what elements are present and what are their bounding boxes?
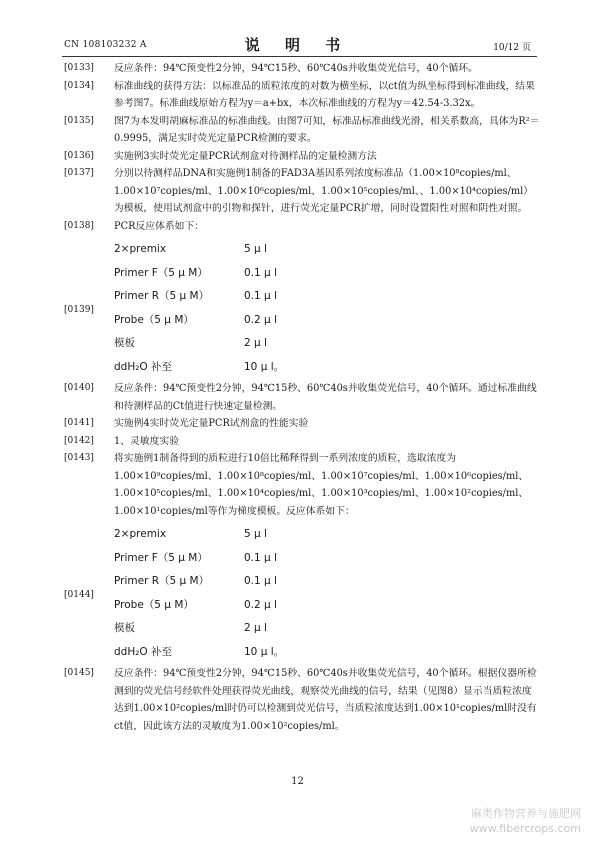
reagent-name: 2×premix [114, 528, 167, 540]
reaction-row [64, 237, 540, 261]
reagent-amount: 5 μ l [244, 528, 267, 540]
reagent-name: ddH₂O 补至 [114, 645, 173, 658]
watermark-name: 麻类作物营养与施肥网 [471, 807, 581, 820]
page-counter: 10/12 页 [493, 43, 531, 53]
paragraph-text: 图7为本发明胡麻标准品的标准曲线。由图7可知，标准品标准曲线光滑，相关系数高，具体为R²＝0.9995，满足实时荧光定量PCR检测的要求。 [114, 115, 540, 144]
paragraph-number: [0137] [64, 168, 94, 178]
reagent-name: 模板 [114, 622, 135, 634]
patent-number: CN 108103232 A [64, 40, 147, 50]
reagent-amount: 0.1 μ l [244, 575, 277, 587]
paragraph-number: [0143] [64, 453, 94, 463]
paragraph-number: [0139] [64, 304, 94, 315]
reaction-row [64, 308, 540, 332]
paragraph [64, 450, 540, 520]
document-body [64, 60, 540, 735]
paragraph [64, 415, 540, 433]
reagent-name: Primer F（5 μ M） [114, 266, 208, 279]
reaction-table [64, 522, 540, 663]
reaction-table [64, 237, 540, 378]
reaction-row [64, 640, 540, 664]
reagent-amount: 0.2 μ l [244, 598, 277, 611]
paragraph-number: [0142] [64, 435, 94, 446]
reaction-row [64, 261, 540, 285]
paragraph-number: [0140] [64, 383, 94, 393]
reagent-amount: 0.1 μ l [244, 551, 277, 564]
reagent-amount: 0.2 μ l [244, 313, 277, 326]
paragraph-number: [0138] [64, 220, 94, 231]
paragraph [64, 60, 540, 78]
paragraph-text: 反应条件：94℃预变性2分钟，94℃15秒、60℃40s并收集荧光信号，40个循环。 [114, 63, 478, 74]
paragraph-text: 标准曲线的获得方法：以标准品的质粒浓度的对数为横坐标，以ct值为纵坐标得到标准曲线，结果参考图7。标准曲线原始方程为y＝a+bx，本次标准曲线的方程为y＝42.54-3.32x。 [114, 80, 535, 109]
paragraph [64, 113, 540, 148]
reagent-name: Probe（5 μ M） [114, 598, 194, 611]
paragraph-text: 分别以待测样品DNA和实施例1制备的FAD3A基因系列浓度标准品（1.00×10⁸copies/ml、1.00×10⁷copies/ml、1.00×10⁶copies/ml、1.00×10⁵copies/ml、、1.00×10⁴copies/ml）为模板，使用试剂盒中的引物和探针，进行荧光定量PCR扩增，同时设置阳性对照和阴性对照。 [114, 168, 534, 214]
paragraph-text: 反应条件：94℃预变性2分钟，94℃15秒、60℃40s并收集荧光信号，40个循环。根据仪器所检测到的荧光信号经软件处理获得荧光曲线，观察荧光曲线的信号，结果（见图8）显示当质粒浓度达到1.00×10²copies/ml时仍可以检测到荧光信号，当质粒浓度达到1.00×10¹copies/ml时没有ct值，因此该方法的灵敏度为1.00×10²copies/ml。 [114, 668, 537, 732]
watermark-url: www.fibercrops.com [469, 822, 581, 835]
reagent-amount: 5 μ l [244, 243, 267, 255]
reaction-row [64, 331, 540, 355]
reaction-row [64, 569, 540, 593]
site-watermark [470, 806, 581, 836]
paragraph [64, 165, 540, 218]
paragraph-text: 将实施例1制备得到的质粒进行10倍比稀释得到一系列浓度的质粒，选取浓度为1.00×10⁹copies/ml、1.00×10⁸copies/ml、1.00×10⁷copies/ml、1.00×10⁶copies/ml、1.00×10⁵copies/ml、1.00×10⁴copies/ml、1.00×10³copies/ml、1.00×10²copies/ml、1.00×10¹copies/ml等作为梯度模板。反应体系如下： [114, 453, 529, 517]
reagent-amount: 0.1 μ l [244, 266, 277, 279]
paragraph-text: 反应条件：94℃预变性2分钟，94℃15秒、60℃40s并收集荧光信号，40个循环。通过标准曲线和待测样品的Ct值进行快速定量检测。 [114, 383, 537, 412]
paragraph-number: [0135] [64, 115, 94, 126]
reagent-amount: 0.1 μ l [244, 290, 277, 302]
page-number: 12 [291, 776, 304, 787]
paragraph [64, 218, 540, 236]
reaction-row [64, 616, 540, 640]
paragraph-text: 1、灵敏度实验 [114, 435, 180, 447]
paragraph-number: [0141] [64, 418, 94, 428]
header-divider [62, 56, 537, 57]
reaction-row [64, 355, 540, 379]
paragraph-text: 实施例3实时荧光定量PCR试剂盒对待测样品的定量检测方法 [114, 150, 377, 162]
reagent-name: 2×premix [114, 243, 167, 255]
paragraph-text: 实施例4实时荧光定量PCR试剂盒的性能实验 [114, 418, 309, 429]
reaction-row [64, 522, 540, 546]
reaction-row [64, 546, 540, 570]
paragraph-number: [0134] [64, 80, 94, 91]
reaction-row [64, 284, 540, 308]
reagent-name: Primer R（5 μ M） [114, 575, 210, 587]
paragraph [64, 665, 540, 735]
paragraph [64, 433, 540, 451]
paragraph-number: [0136] [64, 150, 94, 161]
paragraph-number: [0145] [64, 668, 94, 678]
reagent-name: 模板 [114, 337, 135, 349]
reagent-name: ddH₂O 补至 [114, 360, 173, 373]
paragraph [64, 148, 540, 166]
paragraph [64, 78, 540, 113]
paragraph [64, 380, 540, 415]
reagent-amount: 10 μ l。 [244, 645, 285, 658]
reaction-row [64, 593, 540, 617]
paragraph-text: PCR反应体系如下： [114, 220, 205, 232]
reagent-amount: 10 μ l。 [244, 360, 285, 373]
paragraph-number: [0144] [64, 589, 94, 600]
reagent-name: Probe（5 μ M） [114, 313, 194, 326]
reagent-name: Primer F（5 μ M） [114, 551, 208, 564]
reagent-name: Primer R（5 μ M） [114, 290, 210, 302]
paragraph-number: [0133] [64, 63, 94, 73]
reagent-amount: 2 μ l [244, 622, 267, 634]
page-title: 说 明 书 [244, 36, 351, 54]
reagent-amount: 2 μ l [244, 337, 267, 349]
